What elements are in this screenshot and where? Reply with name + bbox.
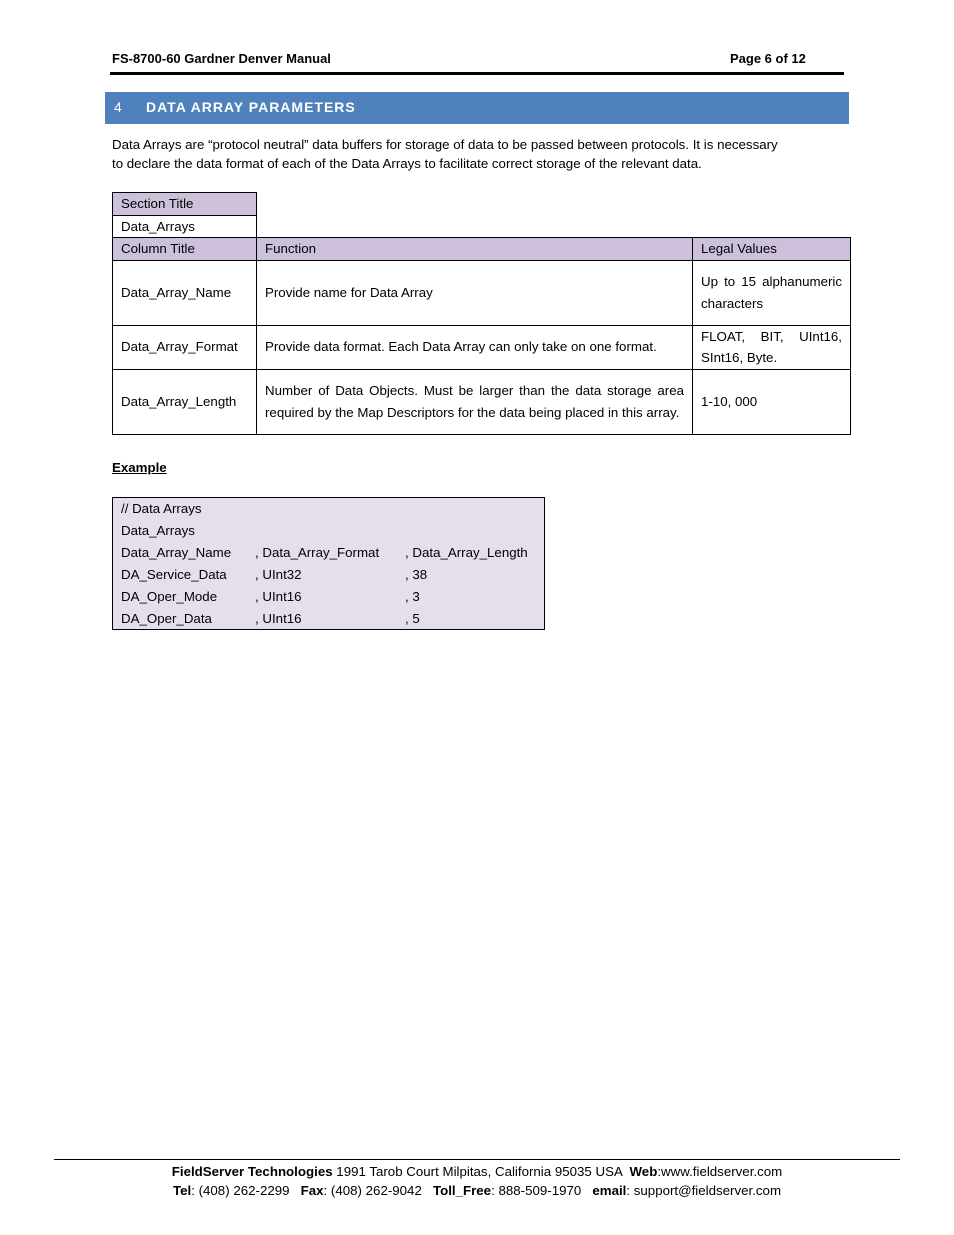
table-cell: 1-10, 000	[693, 369, 851, 434]
column-header: Function	[257, 238, 693, 261]
code-cell: , Data_Array_Format	[255, 545, 380, 560]
intro-line: Data Arrays are “protocol neutral” data buffers for storage of data to be passed between protocols. It is necessary	[112, 137, 778, 152]
code-cell: , 5	[405, 611, 420, 626]
code-section-name: Data_Arrays	[121, 523, 195, 538]
section-title: DATA ARRAY PARAMETERS	[146, 99, 356, 115]
example-label: Example	[112, 460, 167, 475]
parameter-table	[112, 237, 851, 435]
example-code-block	[112, 497, 545, 630]
code-cell: , UInt16	[255, 589, 302, 604]
code-cell: DA_Oper_Data	[121, 611, 212, 626]
footer-web-link[interactable]: :www.fieldserver.com	[657, 1164, 783, 1179]
intro-line: to declare the data format of each of the Data Arrays to facilitate correct storage of the relevant data.	[112, 156, 702, 171]
code-cell: , 3	[405, 589, 420, 604]
code-cell: , UInt16	[255, 611, 302, 626]
intro-paragraph	[112, 135, 852, 173]
code-cell: , 38	[405, 567, 428, 582]
footer-line-address	[0, 1163, 954, 1181]
table-row	[113, 260, 851, 325]
footer-tel-label: Tel	[172, 1183, 192, 1198]
section-title-value: Data_Arrays	[113, 215, 257, 238]
section-number: 4	[114, 99, 123, 115]
table-header-row	[113, 238, 851, 261]
table-cell: Up to 15 alphanumeric characters	[693, 260, 851, 325]
table-cell: Data_Array_Name	[113, 260, 257, 325]
footer-divider	[54, 1159, 900, 1160]
footer-email-label: email	[592, 1183, 627, 1198]
column-header: Column Title	[113, 238, 257, 261]
page-number: Page 6 of 12	[730, 51, 806, 66]
footer-tel-value: : (408) 262-2299	[191, 1183, 301, 1198]
footer-email-link[interactable]: : support@fieldserver.com	[626, 1183, 782, 1198]
document-title: FS-8700-60 Gardner Denver Manual	[112, 51, 331, 66]
footer-toll-value: : 888-509-1970	[491, 1183, 593, 1198]
footer-web-label: Web	[629, 1164, 658, 1179]
section-title-header: Section Title	[113, 193, 257, 216]
code-cell: , Data_Array_Length	[405, 545, 528, 560]
table-cell: FLOAT, BIT, UInt16, SInt16, Byte.	[693, 325, 851, 369]
table-cell: Provide data format. Each Data Array can only take on one format.	[257, 325, 693, 369]
header-divider	[110, 72, 844, 75]
code-cell: Data_Array_Name	[121, 545, 232, 560]
footer-fax-label: Fax	[300, 1183, 324, 1198]
code-cell: DA_Service_Data	[121, 567, 227, 582]
footer-fax-value: : (408) 262-9042	[323, 1183, 433, 1198]
code-cell: DA_Oper_Mode	[121, 589, 218, 604]
section-title-table	[112, 192, 257, 238]
table-cell: Data_Array_Length	[113, 369, 257, 434]
footer-address: 1991 Tarob Court Milpitas, California 95035 USA	[332, 1164, 630, 1179]
table-cell: Data_Array_Format	[113, 325, 257, 369]
table-cell: Number of Data Objects. Must be larger than the data storage area required by the Map Descriptors for the data being placed in this array.	[257, 369, 693, 434]
code-comment: // Data Arrays	[121, 501, 202, 516]
section-heading	[105, 92, 849, 124]
column-header: Legal Values	[693, 238, 851, 261]
table-row	[113, 369, 851, 434]
footer-toll-label: Toll_Free	[432, 1183, 492, 1198]
footer-line-contact	[0, 1182, 954, 1200]
table-row	[113, 325, 851, 369]
footer-company: FieldServer Technologies	[171, 1164, 333, 1179]
table-cell: Provide name for Data Array	[257, 260, 693, 325]
code-cell: , UInt32	[255, 567, 302, 582]
